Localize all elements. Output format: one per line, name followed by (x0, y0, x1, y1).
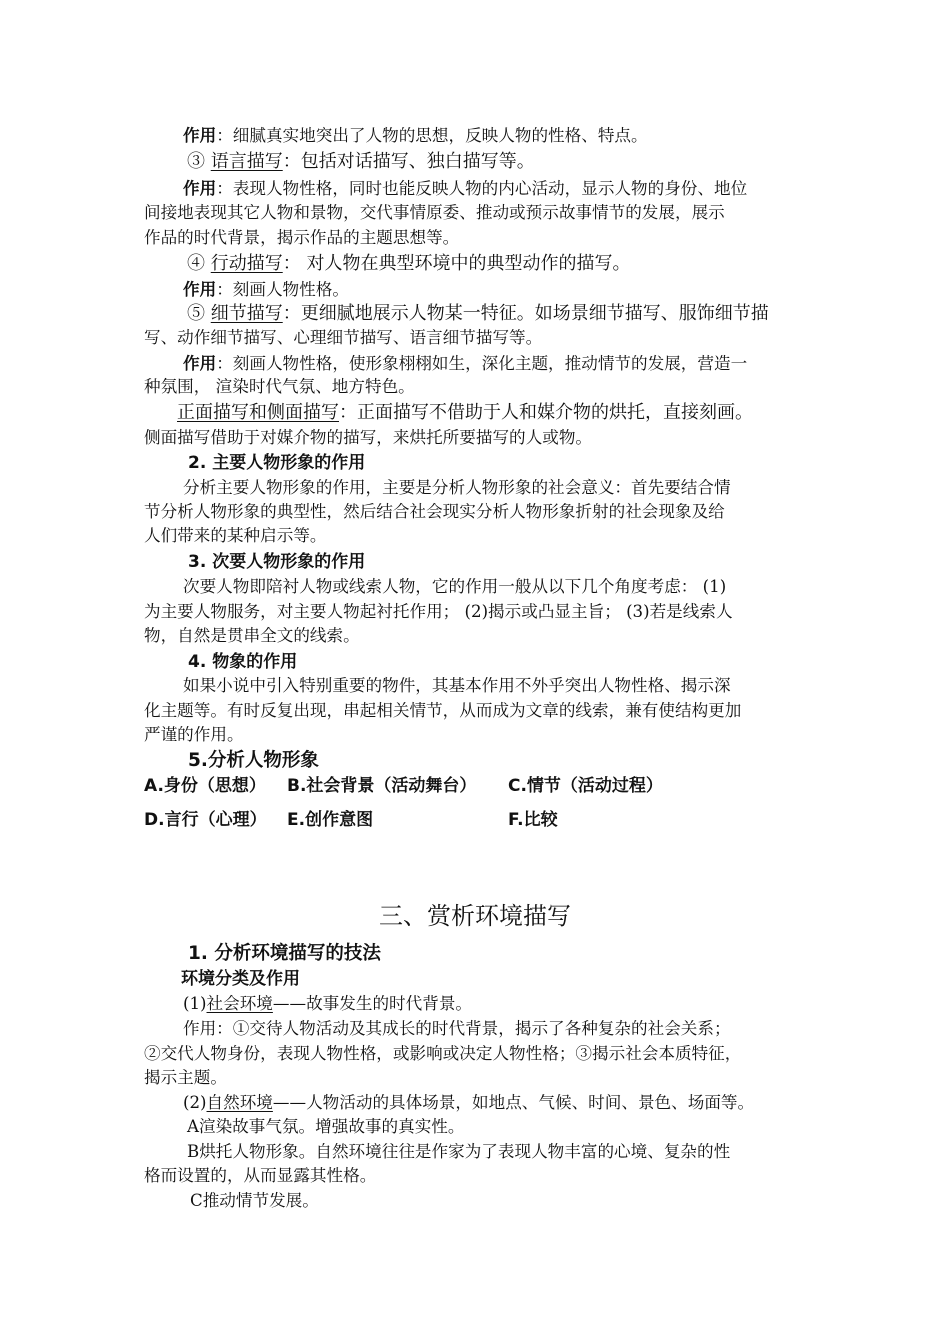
list-item: C.情节（活动过程） (508, 776, 663, 796)
label-zuoyong: 作用 (183, 125, 217, 145)
paragraph-line: ⑤ 细节描写：更细腻地展示人物某一特征。如场景细节描写、服饰细节描 (187, 303, 769, 324)
paragraph-line: 作品的时代背景，揭示作品的主题思想等。 (144, 228, 460, 247)
paragraph-line: 种氛围， 渲染时代气氛、地方特色。 (144, 377, 415, 396)
paragraph-line: 侧面描写借助于对媒介物的描写，来烘托所要描写的人或物。 (144, 428, 593, 447)
paragraph-line: 次要人物即陪衬人物或线索人物，它的作用一般从以下几个角度考虑： (1) (183, 577, 727, 596)
paragraph-line: ②交代人物身份，表现人物性格，或影响或决定人物性格；③揭示社会本质特征， (144, 1044, 742, 1063)
label-zuoyong: 作用 (183, 353, 217, 373)
paragraph-line: 格而设置的，从而显露其性格。 (144, 1166, 377, 1185)
paragraph-line: A渲染故事气氛。增强故事的真实性。 (187, 1117, 465, 1136)
paragraph-line: B烘托人物形象。自然环境往往是作家为了表现人物丰富的心境、复杂的性 (187, 1142, 731, 1161)
section-heading: 2. 主要人物形象的作用 (188, 453, 366, 473)
term-shehui-huanjing: 社会环境 (206, 994, 273, 1013)
paragraph-line: 节分析人物形象的典型性，然后结合社会现实分析人物形象折射的社会现象及给 (144, 502, 725, 521)
paragraph-line: 作用：刻画人物性格。 (183, 279, 349, 299)
label-zuoyong: 作用 (183, 279, 217, 299)
list-item: A.身份（思想） (144, 776, 266, 796)
list-item: F.比较 (508, 810, 558, 830)
section-heading: 1. 分析环境描写的技法 (188, 943, 381, 964)
paragraph-line: 间接地表现其它人物和景物，交代事情原委、推动或预示故事情节的发展，展示 (144, 203, 725, 222)
paragraph-line: 严谨的作用。 (144, 725, 244, 744)
paragraph-line: (1)社会环境——故事发生的时代背景。 (183, 994, 473, 1013)
paragraph-line: 人们带来的某种启示等。 (144, 526, 327, 545)
paragraph-line: C推动情节发展。 (190, 1191, 319, 1210)
paragraph-line: 化主题等。有时反复出现，串起相关情节，从而成为文章的线索，兼有使结构更加 (144, 701, 742, 720)
paragraph-line: 揭示主题。 (144, 1068, 227, 1087)
list-item: E.创作意图 (287, 810, 374, 830)
list-item: D.言行（心理） (144, 810, 267, 830)
section-heading: 5.分析人物形象 (188, 750, 319, 771)
term-zhengmian-cemian: 正面描写和侧面描写 (177, 402, 339, 423)
term-xijie-miaoxie: 细节描写 (210, 303, 283, 324)
paragraph-line: 作用：细腻真实地突出了人物的思想，反映人物的性格、特点。 (183, 125, 648, 145)
paragraph-line: 为主要人物服务，对主要人物起衬托作用； (2)揭示或凸显主旨； (3)若是线索人 (144, 602, 733, 621)
paragraph-line: ④ 行动描写： 对人物在典型环境中的典型动作的描写。 (187, 253, 631, 274)
paragraph-line: 作用：表现人物性格，同时也能反映人物的内心活动，显示人物的身份、地位 (183, 178, 748, 198)
paragraph-line: (2)自然环境——人物活动的具体场景，如地点、气候、时间、景色、场面等。 (183, 1093, 755, 1112)
paragraph-line: 物，自然是贯串全文的线索。 (144, 626, 360, 645)
section-heading: 4. 物象的作用 (188, 652, 298, 672)
sub-heading: 环境分类及作用 (181, 969, 300, 989)
term-ziran-huanjing: 自然环境 (206, 1093, 273, 1112)
chapter-title: 三、赏析环境描写 (379, 902, 571, 930)
paragraph-line: 如果小说中引入特别重要的物件，其基本作用不外乎突出人物性格、揭示深 (183, 676, 731, 695)
term-yuyan-miaoxie: 语言描写 (210, 151, 283, 172)
label-zuoyong: 作用 (183, 178, 217, 198)
paragraph-line: 正面描写和侧面描写：正面描写不借助于人和媒介物的烘托，直接刻画。 (177, 402, 753, 423)
paragraph-line: 作用：刻画人物性格，使形象栩栩如生，深化主题，推动情节的发展，营造一 (183, 353, 748, 373)
term-xingdong-miaoxie: 行动描写 (210, 253, 283, 274)
list-item: B.社会背景（活动舞台） (287, 776, 477, 796)
paragraph-line: ③ 语言描写：包括对话描写、独白描写等。 (187, 151, 535, 172)
paragraph-line: 分析主要人物形象的作用，主要是分析人物形象的社会意义：首先要结合情 (183, 478, 731, 497)
section-heading: 3. 次要人物形象的作用 (188, 552, 366, 572)
paragraph-line: 作用：①交待人物活动及其成长的时代背景，揭示了各种复杂的社会关系； (183, 1019, 731, 1038)
paragraph-line: 写、动作细节描写、心理细节描写、语言细节描写等。 (144, 328, 543, 347)
